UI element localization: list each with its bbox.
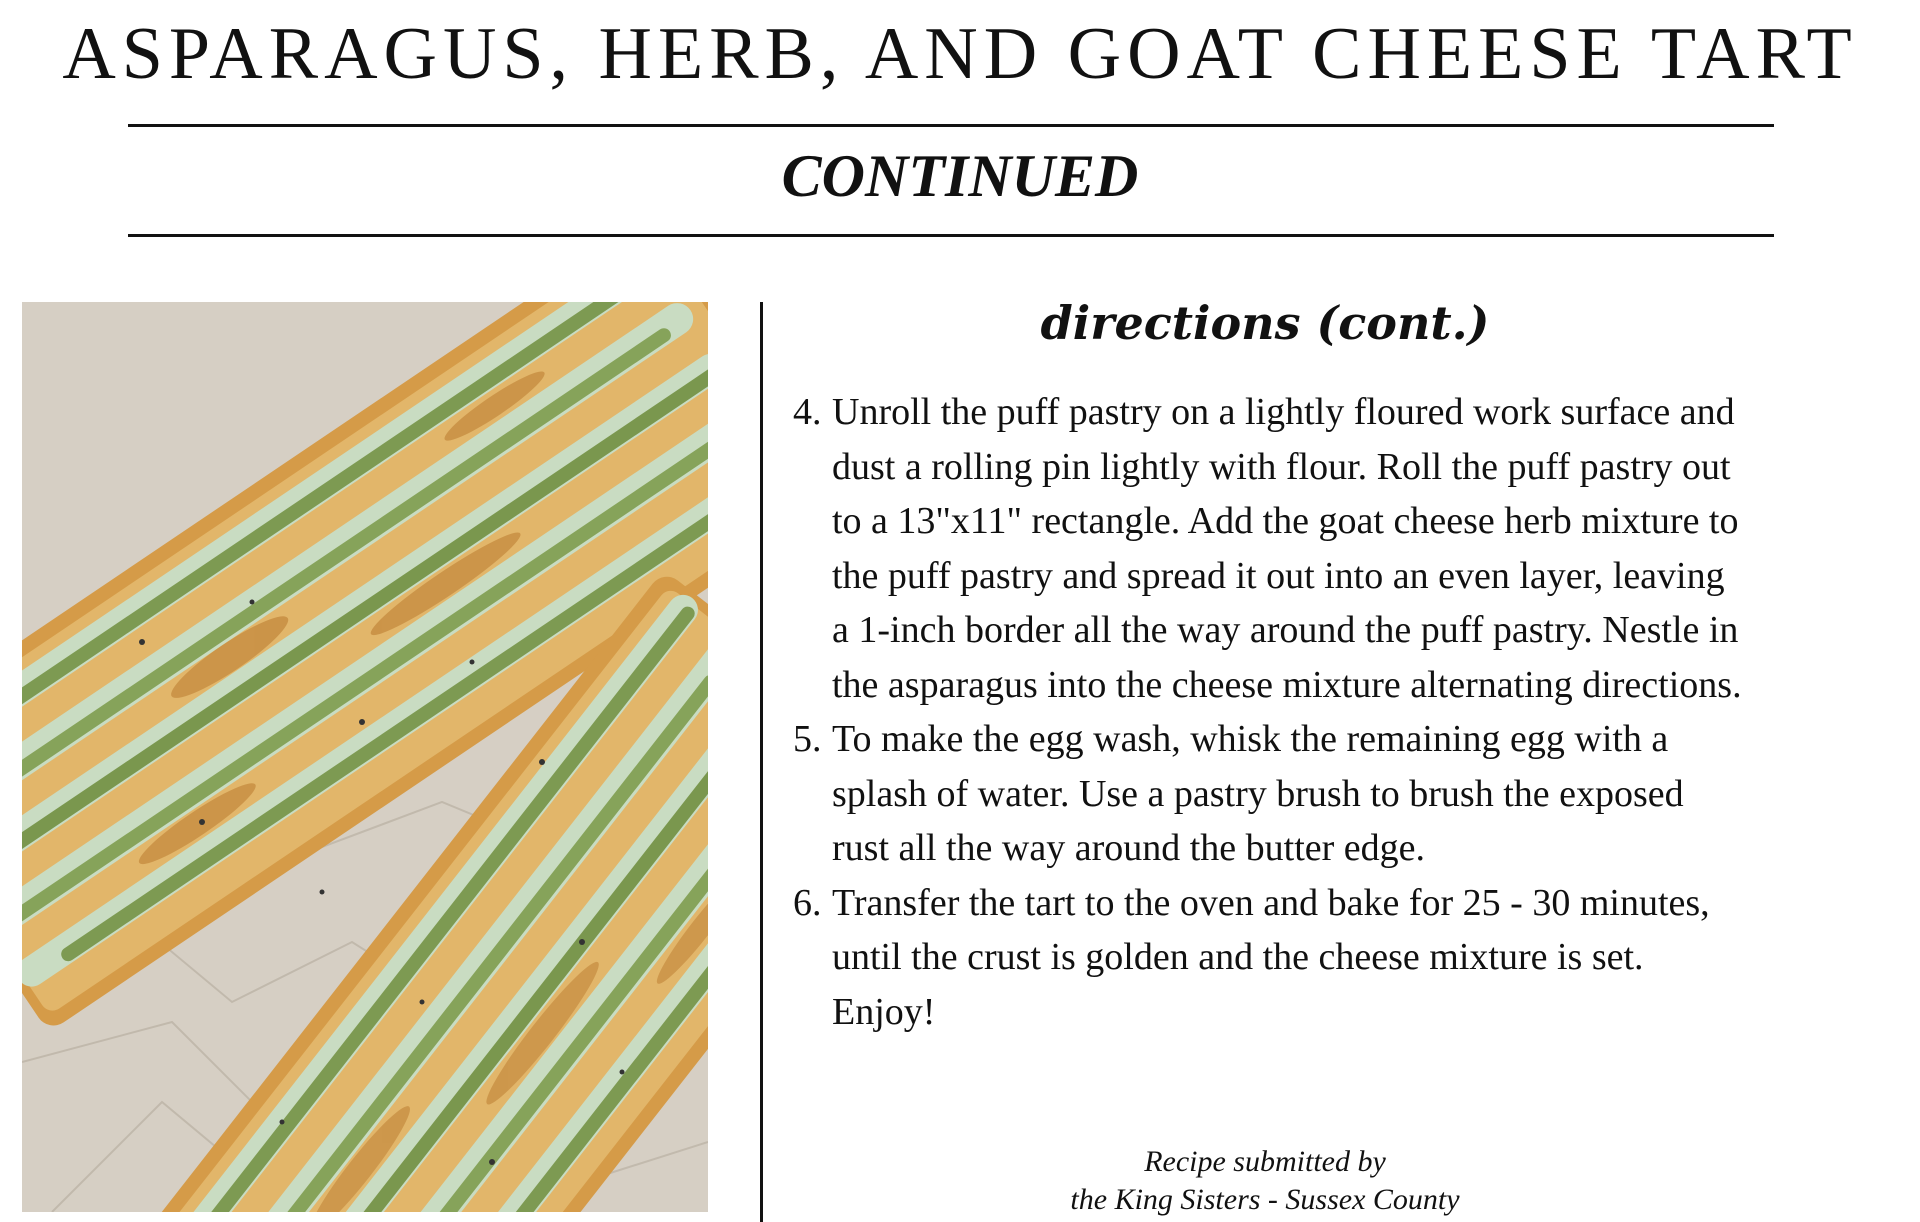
- credit-line-2: the King Sisters - Sussex County: [1070, 1183, 1460, 1216]
- direction-step: [790, 876, 1750, 1040]
- directions-list: [790, 385, 1750, 1039]
- continued-subtitle: CONTINUED: [781, 143, 1139, 209]
- tart-photo: [22, 302, 708, 1212]
- step-text: Transfer the tart to the oven and bake for 25 - 30 minutes, until the crust is golden and the cheese mixture is set. Enjoy!: [832, 881, 1710, 1033]
- step-text: Unroll the puff pastry on a lightly floured work surface and dust a rolling pin lightly with flour. Roll the puff pastry out to a 13"x11" rectangle. Add the goat cheese herb mixture to the puff pastry and spread it out into an even layer, leaving a 1-inch border all the way around the puff pastry. Nestle in the asparagus into the cheese mixture alternating directions.: [832, 391, 1742, 706]
- recipe-title: ASPARAGUS, HERB, AND GOAT CHEESE TART: [62, 13, 1858, 95]
- directions-heading: directions (cont.): [1040, 296, 1490, 350]
- direction-step: [790, 712, 1750, 876]
- direction-step: [790, 385, 1750, 712]
- recipe-credit: [800, 1143, 1730, 1219]
- credit-line-1: Recipe submitted by: [1144, 1145, 1386, 1178]
- title-divider-top: [128, 124, 1774, 127]
- step-text: To make the egg wash, whisk the remaining egg with a splash of water. Use a pastry brush to brush the exposed rust all the way around the butter edge.: [832, 718, 1684, 869]
- column-divider: [760, 302, 763, 1222]
- step-number: 4.: [793, 391, 822, 433]
- step-number: 5.: [793, 718, 822, 760]
- title-divider-bottom: [128, 234, 1774, 237]
- step-number: 6.: [793, 881, 822, 924]
